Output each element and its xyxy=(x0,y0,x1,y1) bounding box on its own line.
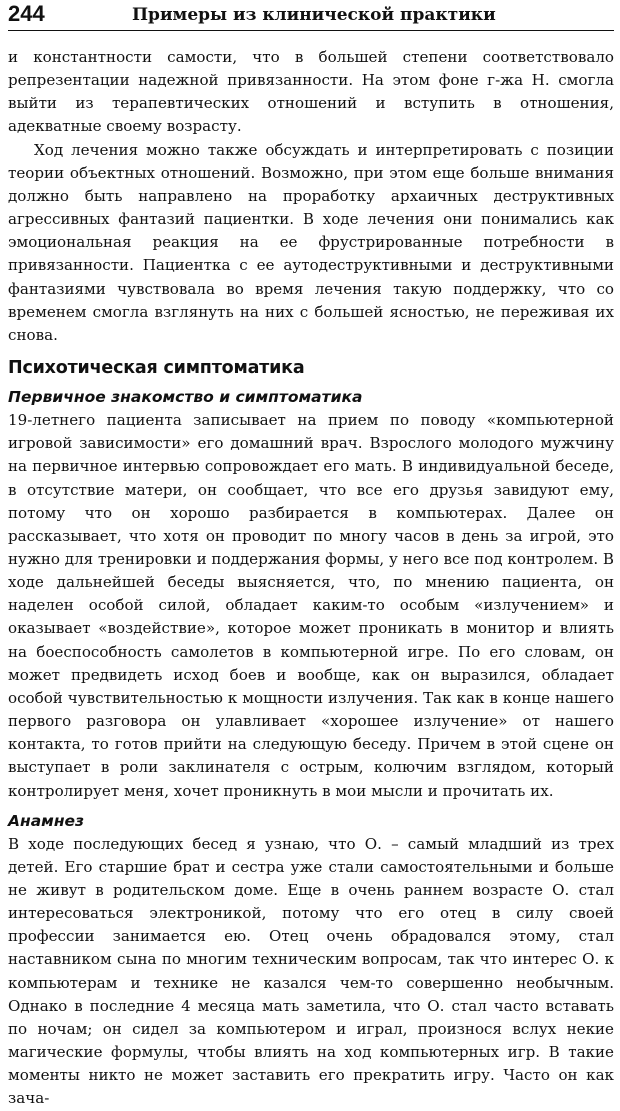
paragraph-anamnesis: В ходе последующих бесед я узнаю, что О. – самый младший из трех детей. Его старшие брат и сестра уже стали самостоятельными и больше не живут в родительском доме. Еще в очень раннем возрасте О. стал интересоваться электроникой, потому что его отец в силу своей профессии занимается ею. Отец очень обрадовался этому, стал наставником сына по многим техническим вопросам, так что интерес О. к компьютерам и технике не казался чем-то совершенно необычным. Однако в последние 4 месяца мать заметила, что О. стал часто вставать по ночам; он сидел за компьютером и играл, произнося вслух некие магические формулы, чтобы влиять на ход компьютерных игр. В такие моменты никто не может заставить его прекратить игру. Часто он как зача- xyxy=(8,834,614,1108)
page-body xyxy=(8,31,614,1111)
page-number: 244 xyxy=(8,1,45,26)
subsection-heading-anamnesis: Анамнез xyxy=(8,811,85,830)
running-title: Примеры из клинической практики xyxy=(132,5,496,25)
section-heading: Психотическая симптоматика xyxy=(8,358,305,379)
paragraph-continuation: и константности самости, что в большей степени соответствовало репрезентации надежной привязанности. На этом фоне г-жа Н. смогла выйти из терапевтических отношений и вступить в отношения, адекватные своему возрасту. xyxy=(8,48,614,136)
subsection-heading-first-contact: Первичное знакомство и симптоматика xyxy=(8,388,363,407)
page-header xyxy=(8,0,614,31)
book-page xyxy=(8,0,614,1111)
paragraph-first-contact: 19-летнего пациента записывает на прием по поводу «компьютерной игровой зависимости» его домашний врач. Взрослого молодого мужчину на первичное интервью сопровождает его мать. В индивидуальной беседе, в отсутствие матери, он сообщает, что все его друзья завидуют ему, потому что он хорошо разбирается в компьютерах. Далее он рассказывает, что хотя он проводит по многу часов в день за игрой, это нужно для тренировки и поддержания формы, у него все под контролем. В ходе дальнейшей беседы выясняется, что, по мнению пациента, он наделен особой силой, обладает каким-то особым «излучением» и оказывает «воздействие», которое может проникать в монитор и влиять на боеспособность самолетов в компьютерной игре. По его словам, он может предвидеть исход боев и вообще, как он выразился, обладает особой чувствительностью к мощности излучения. Так как в конце нашего первого разговора он улавливает «хорошее излучение» от нашего контакта, то готов прийти на следующую беседу. Причем в этой сцене он выступает в роли заклинателя с острым, колючим взглядом, который контролирует меня, хочет проникнуть в мои мысли и прочитать их. xyxy=(8,411,615,800)
paragraph-object-relations: Ход лечения можно также обсуждать и интерпретировать с позиции теории объектных отношений. Возможно, при этом еще больше внимания должно быть направлено на проработку архаичных деструктивных агрессивных фантазий пациентки. В ходе лечения они понимались как эмоциональная реакция на ее фрустрированные потребности в привязанности. Пациентка с ее аутодеструктивными и деструктивными фантазиями чувствовала во время лечения такую поддержку, что со временем смогла взглянуть на них с большей ясностью, не переживая их снова. xyxy=(8,140,614,344)
